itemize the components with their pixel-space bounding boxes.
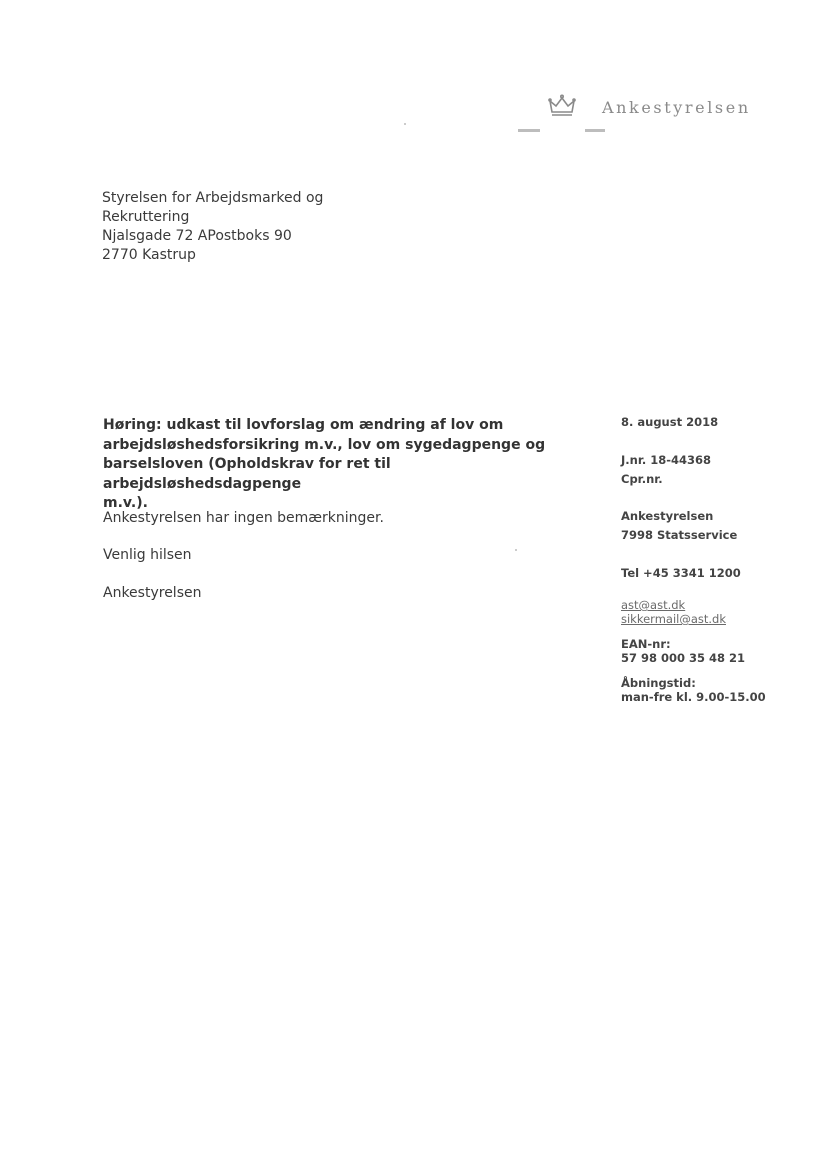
logo-underline-left [518, 129, 540, 132]
address-line: Njalsgade 72 APostboks 90 [102, 228, 292, 244]
cpr-number: Cpr.nr. [621, 472, 663, 486]
scan-speck [515, 549, 517, 551]
letter-date: 8. august 2018 [621, 415, 719, 429]
subject-line: arbejdsløshedsforsikring m.v., lov om sygedagpenge og [103, 436, 546, 453]
phone-number: Tel +45 3341 1200 [621, 566, 741, 580]
logo-underline-right [585, 129, 605, 132]
secure-email-link[interactable]: sikkermail@ast.dk [621, 612, 726, 626]
letter-body: Ankestyrelsen har ingen bemærkninger. [103, 510, 384, 526]
email-link[interactable]: ast@ast.dk [621, 598, 686, 612]
scan-speck [404, 123, 406, 125]
address-line: Styrelsen for Arbejdsmarked og [102, 190, 324, 206]
address-line: 2770 Kastrup [102, 247, 196, 263]
ean-value: 57 98 000 35 48 21 [621, 651, 746, 665]
subject-line: Høring: udkast til lovforslag om ændring af lov om [103, 417, 504, 433]
opening-hours-label: Åbningstid: [621, 676, 696, 690]
sender-name: Ankestyrelsen [621, 509, 714, 523]
recipient-address [102, 189, 323, 265]
logo-wordmark: Ankestyrelsen [602, 98, 751, 117]
opening-hours-value: man-fre kl. 9.00-15.00 [621, 690, 766, 704]
letter-subject [103, 416, 583, 514]
letter-greeting: Venlig hilsen [103, 547, 192, 563]
letter-signature: Ankestyrelsen [103, 585, 202, 601]
ean-label: EAN-nr: [621, 637, 671, 651]
address-line: Rekruttering [102, 209, 190, 225]
sender-address: 7998 Statsservice [621, 528, 738, 542]
journal-number: J.nr. 18-44368 [621, 453, 712, 467]
crown-icon [548, 94, 576, 118]
subject-line: m.v.). [103, 495, 148, 511]
subject-line: barselsloven (Opholdskrav for ret til arbejdsløshedsdagpenge [103, 456, 391, 492]
